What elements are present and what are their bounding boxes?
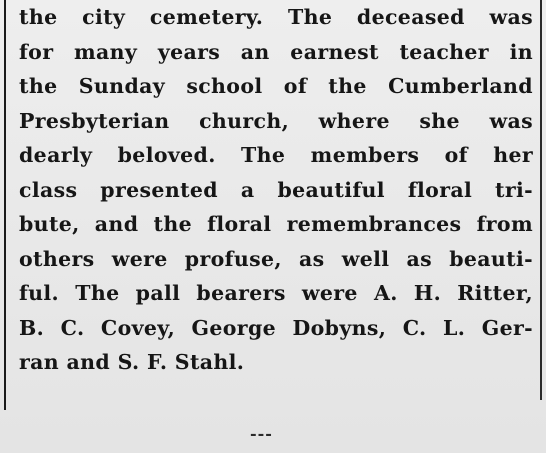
article-line: for many years an earnest teacher in: [19, 39, 533, 64]
section-separator: ---: [250, 424, 273, 443]
article-line: dearly beloved. The members of her: [19, 143, 533, 167]
article-paragraph: [19, 0, 533, 380]
article-line: bute, and the floral remembrances from: [19, 212, 533, 236]
column-rule-left: [4, 0, 6, 410]
article-line: ful. The pall bearers were A. H. Ritter,: [19, 281, 533, 305]
article-line: the city cemetery. The deceased was: [19, 5, 533, 29]
article-line: the Sunday school of the Cumberland: [19, 74, 533, 98]
column-rule-right: [540, 0, 542, 400]
article-line: Presbyterian church, where she was: [19, 108, 533, 133]
article-line: class presented a beautiful floral tri-: [19, 177, 533, 202]
article-line: B. C. Covey, George Dobyns, C. L. Ger-: [19, 315, 533, 340]
article-line: others were profuse, as well as beauti-: [19, 246, 533, 271]
article-line: ran and S. F. Stahl.: [19, 350, 245, 374]
